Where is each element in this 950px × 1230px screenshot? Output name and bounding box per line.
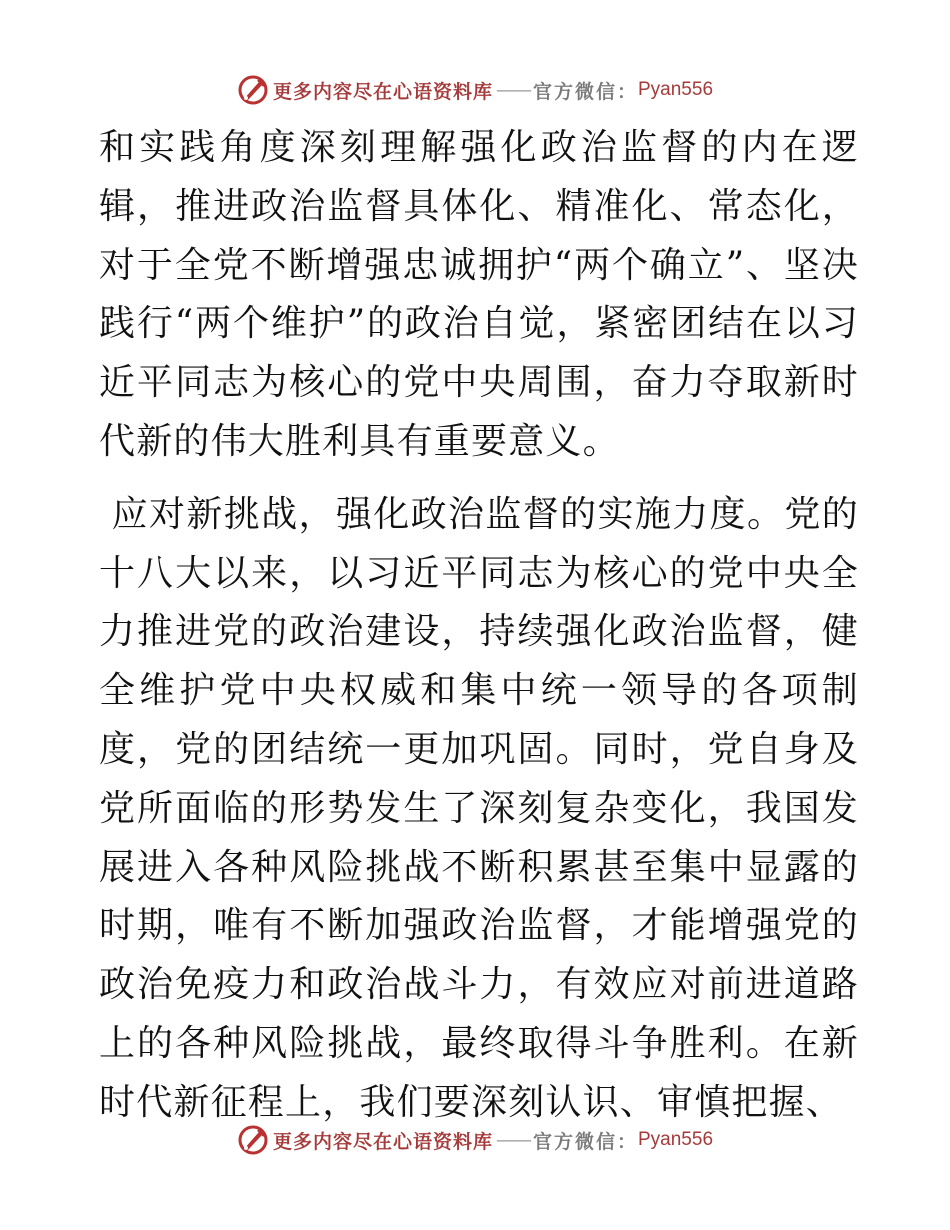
header-watermark	[0, 73, 950, 107]
watermark-main-text: 更多内容尽在心语资料库	[272, 80, 493, 103]
watermark-account-id: Pyan556	[638, 1129, 714, 1150]
watermark-official-label: 官方微信：	[532, 1130, 638, 1153]
quill-logo-icon	[237, 1124, 269, 1156]
watermark-main-text: 更多内容尽在心语资料库	[272, 1130, 493, 1153]
document-body	[99, 119, 859, 1133]
watermark-account-id: Pyan556	[638, 79, 714, 100]
watermark-official-label: 官方微信：	[532, 80, 638, 103]
watermark-dash: ——	[495, 1129, 530, 1151]
quill-logo-icon	[237, 74, 269, 106]
paragraph-1: 和实践角度深刻理解强化政治监督的内在逻辑，推进政治监督具体化、精准化、常态化，对于全党不断增强忠诚拥护“两个确立”、坚决践行“两个维护”的政治自觉，紧密团结在以习近平同志为核心的党中央周围，奋力夺取新时代新的伟大胜利具有重要意义。	[99, 127, 859, 462]
paragraph-2: 应对新挑战，强化政治监督的实施力度。党的十八大以来，以习近平同志为核心的党中央全力推进党的政治建设，持续强化政治监督，健全维护党中央权威和集中统一领导的各项制度，党的团结统一更加巩固。同时，党自身及党所面临的形势发生了深刻复杂变化，我国发展进入各种风险挑战不断积累甚至集中显露的时期，唯有不断加强政治监督，才能增强党的政治免疫力和政治战斗力，有效应对前进道路上的各种风险挑战，最终取得斗争胜利。在新时代新征程上，我们要深刻认识、审慎把握、	[99, 493, 859, 1123]
watermark-dash: ——	[495, 79, 530, 101]
footer-watermark	[0, 1123, 950, 1157]
